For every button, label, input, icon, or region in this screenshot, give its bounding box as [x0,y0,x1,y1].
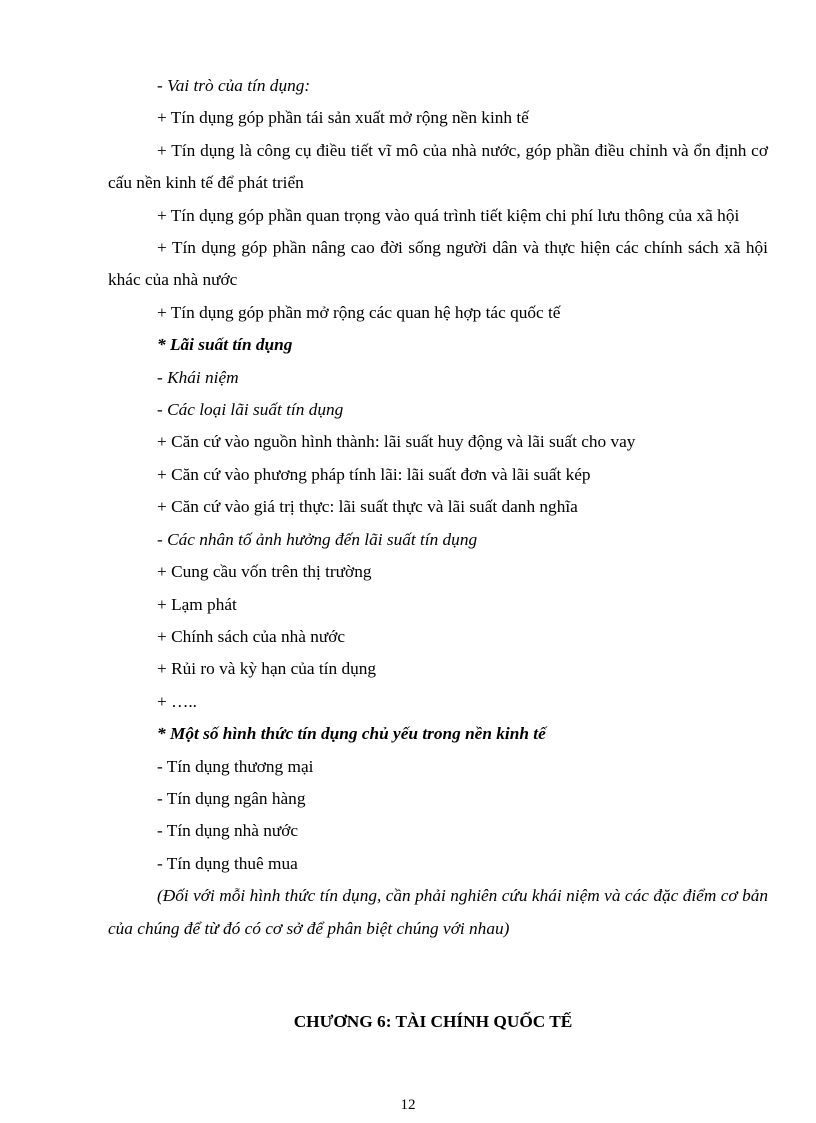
factors-item: + Chính sách của nhà nước [157,626,346,646]
forms-heading: * Một số hình thức tín dụng chủ yếu trong nền kinh tế [157,724,546,744]
types-item: + Căn cứ vào nguồn hình thành: lãi suất huy động và lãi suất cho vay [157,432,636,452]
interest-heading: * Lãi suất tín dụng [157,335,293,355]
factors-item: + ….. [157,691,197,711]
types-item: + Căn cứ vào giá trị thực: lãi suất thực và lãi suất danh nghĩa [157,497,578,517]
factors-item: + Cung cầu vốn trên thị trường [157,562,372,582]
factors-item: + Rủi ro và kỳ hạn của tín dụng [157,659,377,679]
types-label: - Các loại lãi suất tín dụng [157,400,344,420]
role-item: + Tín dụng góp phần tái sản xuất mở rộng nền kinh tế [157,108,529,128]
document-body [108,70,768,945]
forms-item: - Tín dụng ngân hàng [157,788,306,808]
role-item: + Tín dụng góp phần nâng cao đời sống người dân và thực hiện các chính sách xã hội khác của nhà nước [108,238,768,290]
factors-label: - Các nhân tố ảnh hưởng đến lãi suất tín dụng [157,529,478,549]
forms-note: (Đối với mỗi hình thức tín dụng, cần phải nghiên cứu khái niệm và các đặc điểm cơ bản của chúng để từ đó có cơ sở để phân biệt chúng với nhau) [108,886,768,938]
chapter-title: CHƯƠNG 6: TÀI CHÍNH QUỐC TẾ [293,1012,573,1031]
page-number: 12 [400,1097,416,1113]
forms-item: - Tín dụng thuê mua [157,853,298,873]
role-heading: - Vai trò của tín dụng: [157,76,311,95]
forms-item: - Tín dụng nhà nước [157,821,299,841]
role-item: + Tín dụng góp phần mở rộng các quan hệ hợp tác quốc tế [157,302,561,322]
forms-item: - Tín dụng thương mại [157,756,314,776]
types-item: + Căn cứ vào phương pháp tính lãi: lãi suất đơn và lãi suất kép [157,464,591,484]
role-item: + Tín dụng góp phần quan trọng vào quá trình tiết kiệm chi phí lưu thông của xã hội [157,205,740,225]
factors-item: + Lạm phát [157,594,237,614]
role-item: + Tín dụng là công cụ điều tiết vĩ mô của nhà nước, góp phần điều chỉnh và ổn định cơ cấu nền kinh tế để phát triển [108,140,768,193]
concept-label: - Khái niệm [157,367,239,387]
